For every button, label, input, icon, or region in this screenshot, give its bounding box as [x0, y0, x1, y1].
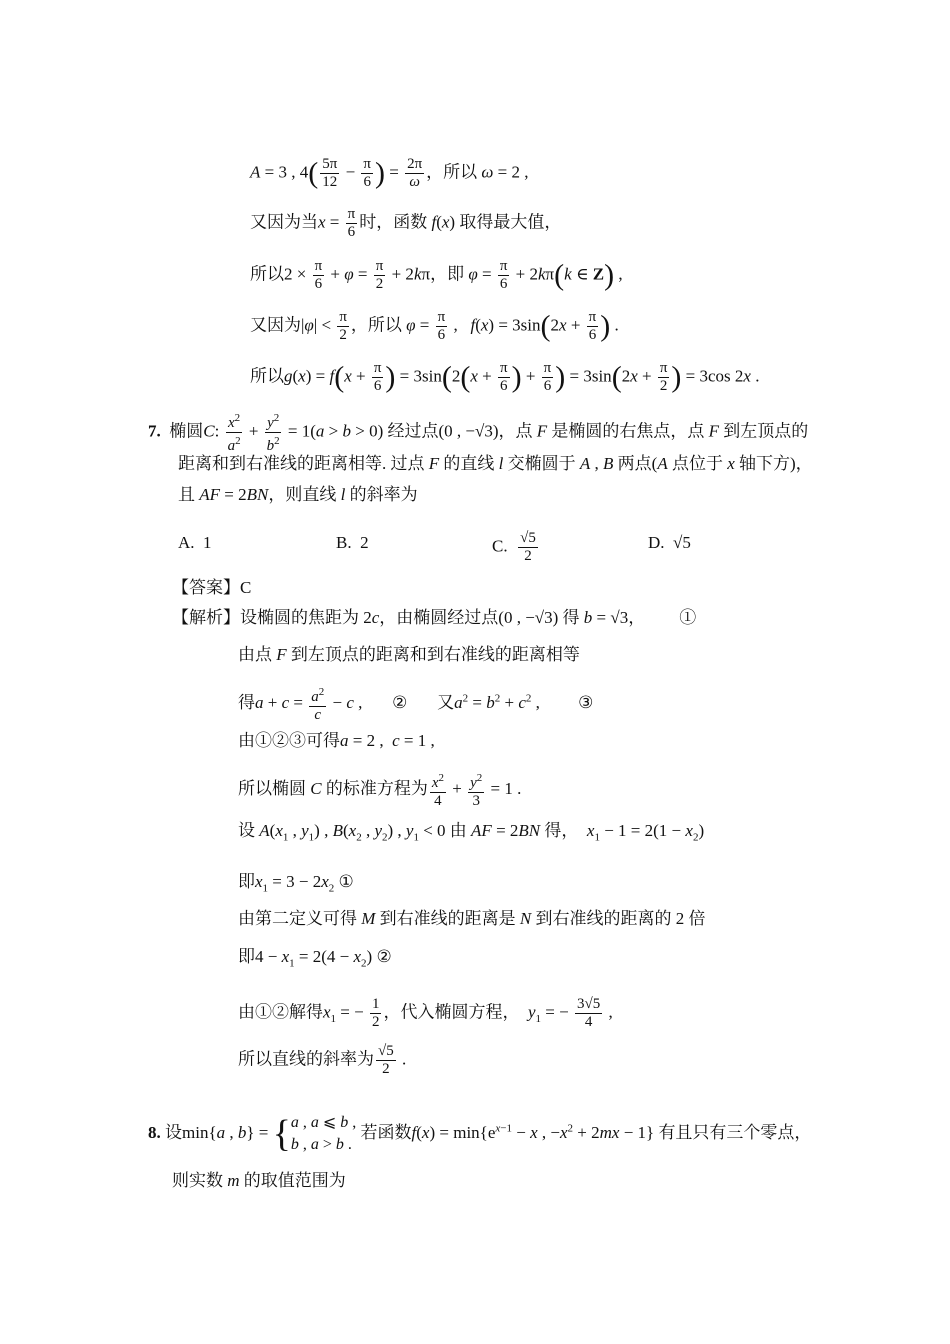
analysis-line-8: 由第二定义可得 M 到右准线的距离是 N 到右准线的距离的 2 倍 — [238, 909, 706, 928]
analysis-line-6: 设 $A(x_1$ , $y_1$) , $B(x_2$ , $y_2$) , $y_1 < 0$ 由 AF = 2BN 得， $x_1 - 1 = 2(1 - x_2)$ — [238, 821, 705, 844]
derivation-line-2: 又因为当x = $\frac{\pi}{6}$ 时，函数 f(x) 取得最大值， — [250, 206, 562, 240]
analysis-line-7: 即$x_1 = 3 - 2x_2$ ① — [238, 872, 354, 895]
analysis-line-9: 即$4 - x_1 = 2(4 - x_2)$ ② — [238, 947, 392, 970]
analysis-line-10: 由①②解得$x_1$ = − $\frac{1}{2}$ ，代入椭圆方程， $y_1$ = − $\frac{3√5}{4}$ , — [238, 996, 613, 1030]
analysis-line-5: 所以椭圆 C 的标准方程为 $\frac{x^2}{4}$ + $\frac{y^2}{3}$ = 1 . — [238, 772, 522, 809]
analysis-line-3: 得a + c = $\frac{a^2}{c}$ − c , ② 又$a^2 = b^2 + c^2$ , ③ — [238, 686, 594, 723]
answer-line: 【答案】C — [172, 578, 252, 597]
derivation-line-4: 又因为|φ| < $\frac{\pi}{2}$ ，所以 φ = $\frac{\pi}{6}$ , f(x) = 3sin(2x + $\frac{\pi}{6}$ ) . — [250, 309, 619, 343]
analysis-line-2: 由点 F 到左顶点的距离和到右准线的距离相等 — [238, 645, 580, 664]
derivation-line-1: A = 3 , 4( $\frac{5\pi}{12}$ − $\frac{\pi}{6}$ ) = $\frac{2\pi}{\omega}$ ，所以 ω = 2 , — [250, 156, 529, 190]
question-8-stem: 8. 设min{a , b} = { a , a ⩽ b , b , a > b . 若函数$f(x) = \min\{e^{x-1} - x$ , $-x^2 + 2mx - 1$} 有且只有三个零点， — [148, 1113, 812, 1155]
analysis-line-1: 【解析】设椭圆的焦距为 2c，由椭圆经过点(0 , −√3) 得 b = √3， ① — [172, 608, 697, 627]
option-c[interactable]: C. $\frac{√5}{2}$ — [492, 530, 536, 564]
question-7-line-2: 距离和到右准线的距离相等. 过点 F 的直线 l 交椭圆于 A , B 两点(A 点位于 x 轴下方)， — [178, 454, 813, 473]
question-7-line-3: 且 AF = 2BN，则直线 l 的斜率为 — [178, 485, 418, 504]
option-a[interactable]: A. 1 — [178, 533, 212, 552]
analysis-line-4: 由①②③可得a = 2 , c = 1 , — [238, 731, 435, 750]
question-7-stem: 7. 椭圆C: $\frac{x^2}{a^2}$ + $\frac{y^2}{b^2}$ = 1(a > b > 0) 经过点(0 , −√3)，点 F 是椭圆的右焦点，点 F 到左顶点的 — [148, 412, 809, 454]
option-d[interactable]: D. √5 — [648, 533, 691, 552]
derivation-line-5: 所以g(x) = f(x + $\frac{\pi}{6}$ ) = 3sin(2(x + $\frac{\pi}{6}$ ) + $\frac{\pi}{6}$ ) = 3sin(2x + $\frac{\pi}{2}$ ) = 3cos 2x . — [250, 360, 760, 394]
derivation-line-3: 所以2 × $\frac{\pi}{6}$ + φ = $\frac{\pi}{2}$ + 2kπ，即 φ = $\frac{\pi}{6}$ + 2kπ(k ∈ Z) , — [250, 258, 623, 292]
question-8-line-2: 则实数 m 的取值范围为 — [172, 1171, 346, 1190]
analysis-line-11: 所以直线的斜率为 $\frac{√5}{2}$ . — [238, 1043, 407, 1077]
option-b[interactable]: B. 2 — [336, 533, 369, 552]
